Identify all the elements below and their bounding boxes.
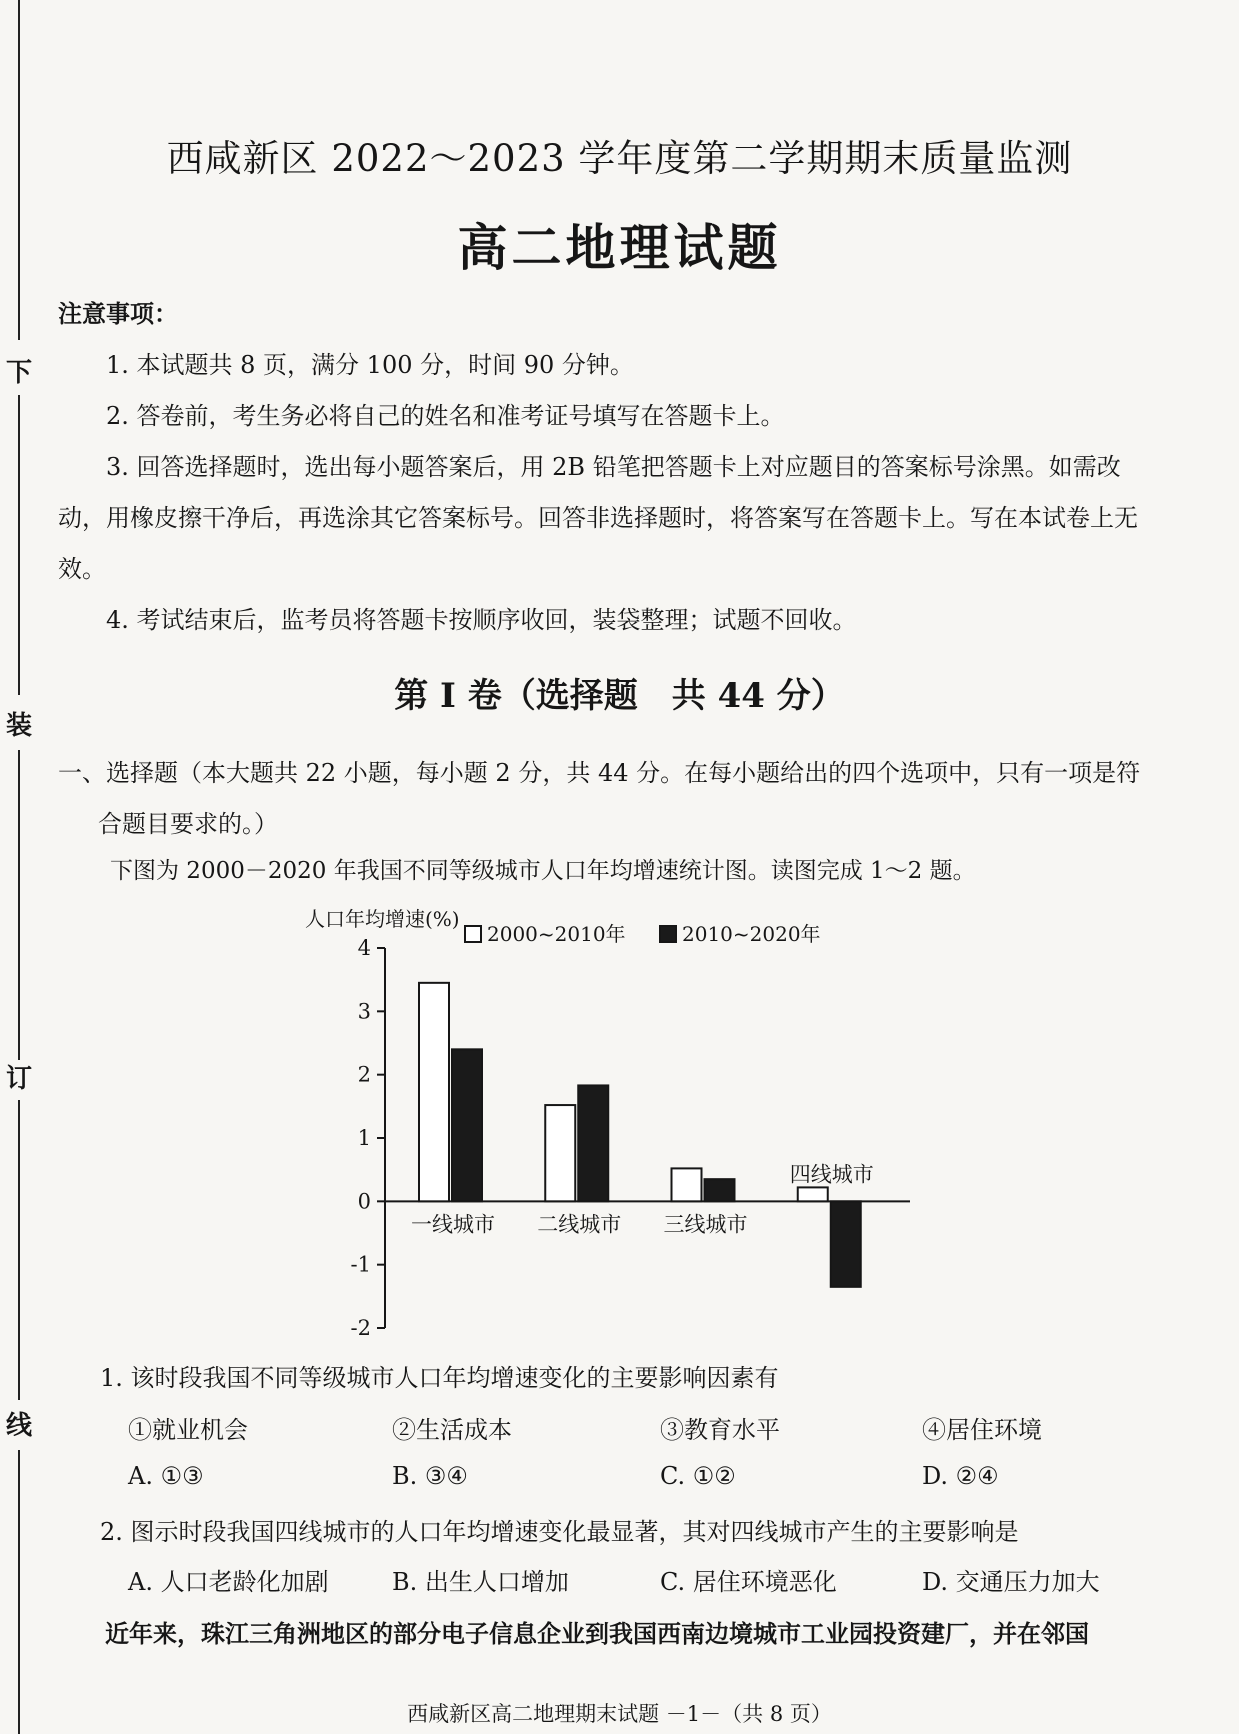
notes-list xyxy=(58,340,1168,646)
category-label: 三线城市 xyxy=(663,1212,748,1237)
chart-svg xyxy=(290,900,930,1340)
notes-heading: 注意事项： xyxy=(58,299,178,328)
bar-1-3 xyxy=(672,1168,702,1201)
bar-2-2 xyxy=(578,1085,608,1201)
q1-option-b: B. ③④ xyxy=(392,1462,468,1490)
bar-1-2 xyxy=(545,1105,575,1201)
q1-item-4: ④居住环境 xyxy=(922,1416,1042,1444)
y-tick-label: 2 xyxy=(357,1062,371,1087)
chart-intro: 下图为 2000－2020 年我国不同等级城市人口年均增速统计图。读图完成 1～2 题。 xyxy=(110,858,976,884)
mcq-heading-line-1: 一、选择题（本大题共 22 小题，每小题 2 分，共 44 分。在每小题给出的四个选项中，只有一项是符 xyxy=(58,759,1141,787)
y-tick-label: -1 xyxy=(350,1252,371,1277)
y-tick-label: 1 xyxy=(357,1126,371,1150)
q1-item-2: ②生活成本 xyxy=(392,1416,512,1444)
y-tick-label: 0 xyxy=(357,1189,371,1214)
page-footer: 西咸新区高二地理期末试题 －1－（共 8 页） xyxy=(407,1702,832,1726)
next-passage-text: 近年来，珠江三角洲地区的部分电子信息企业到我国西南边境城市工业园投资建厂，并在邻国 xyxy=(105,1619,1089,1648)
q1-item-3: ③教育水平 xyxy=(660,1416,780,1444)
legend-label: 2000~2010年 xyxy=(487,922,626,946)
legend-swatch xyxy=(465,926,481,942)
y-tick-label: 3 xyxy=(357,999,371,1024)
q1-option-d: D. ②④ xyxy=(922,1462,999,1490)
y-tick-label: 4 xyxy=(357,936,371,960)
bar-2-4 xyxy=(831,1201,861,1287)
binding-line-2 xyxy=(18,395,20,695)
binding-line-5 xyxy=(18,1450,20,1734)
exam-subtitle: 西咸新区 2022～2023 学年度第二学期期末质量监测 xyxy=(166,137,1073,180)
bar-1-4 xyxy=(798,1187,828,1201)
bar-1-1 xyxy=(419,983,449,1202)
question-1-stem: 1. 该时段我国不同等级城市人口年均增速变化的主要影响因素有 xyxy=(100,1364,779,1392)
category-label: 二线城市 xyxy=(537,1212,622,1237)
binding-char-ding: 订 xyxy=(6,1064,33,1094)
legend-label: 2010~2020年 xyxy=(682,922,821,946)
q2-option-d: D. 交通压力加大 xyxy=(922,1568,1100,1596)
q1-option-a: A. ①③ xyxy=(128,1462,204,1490)
bar-2-1 xyxy=(452,1049,482,1201)
section-title: 第 Ⅰ 卷（选择题 共 44 分） xyxy=(394,676,845,716)
bar-2-3 xyxy=(705,1179,735,1201)
mcq-heading-line-2: 合题目要求的。） xyxy=(98,810,278,838)
q1-option-c: C. ①② xyxy=(660,1462,736,1490)
note-item-3: 3. 回答选择题时，选出每小题答案后，用 2B 铅笔把答题卡上对应题目的答案标号涂黑。如需改动，用橡皮擦干净后，再选涂其它答案标号。回答非选择题时，将答案写在答题卡上。写在本试卷上无效。 xyxy=(58,453,1138,583)
q2-option-c: C. 居住环境恶化 xyxy=(660,1568,837,1596)
note-item-2: 2. 答卷前，考生务必将自己的姓名和准考证号填写在答题卡上。 xyxy=(106,402,785,430)
category-label: 四线城市 xyxy=(789,1162,874,1187)
category-label: 一线城市 xyxy=(411,1212,495,1237)
question-2-stem: 2. 图示时段我国四线城市的人口年均增速变化最显著，其对四线城市产生的主要影响是 xyxy=(100,1518,1019,1546)
mcq-heading xyxy=(58,748,1178,850)
binding-char-xian: 线 xyxy=(6,1411,33,1441)
population-growth-chart xyxy=(290,900,930,1340)
binding-line-3 xyxy=(18,750,20,1060)
binding-char-xia: 下 xyxy=(6,358,33,388)
q1-item-1: ①就业机会 xyxy=(128,1416,248,1444)
binding-char-zhuang: 装 xyxy=(6,711,33,741)
y-tick-label: -2 xyxy=(350,1316,371,1340)
legend-swatch xyxy=(660,926,676,942)
q2-option-b: B. 出生人口增加 xyxy=(392,1568,569,1596)
y-axis-label: 人口年均增速(%) xyxy=(305,907,460,931)
exam-title: 高二地理试题 xyxy=(457,218,782,277)
note-item-4: 4. 考试结束后，监考员将答题卡按顺序收回，装袋整理；试题不回收。 xyxy=(106,606,857,634)
note-item-1: 1. 本试题共 8 页，满分 100 分，时间 90 分钟。 xyxy=(106,351,634,379)
binding-line-4 xyxy=(18,1100,20,1400)
q2-option-a: A. 人口老龄化加剧 xyxy=(128,1568,329,1596)
